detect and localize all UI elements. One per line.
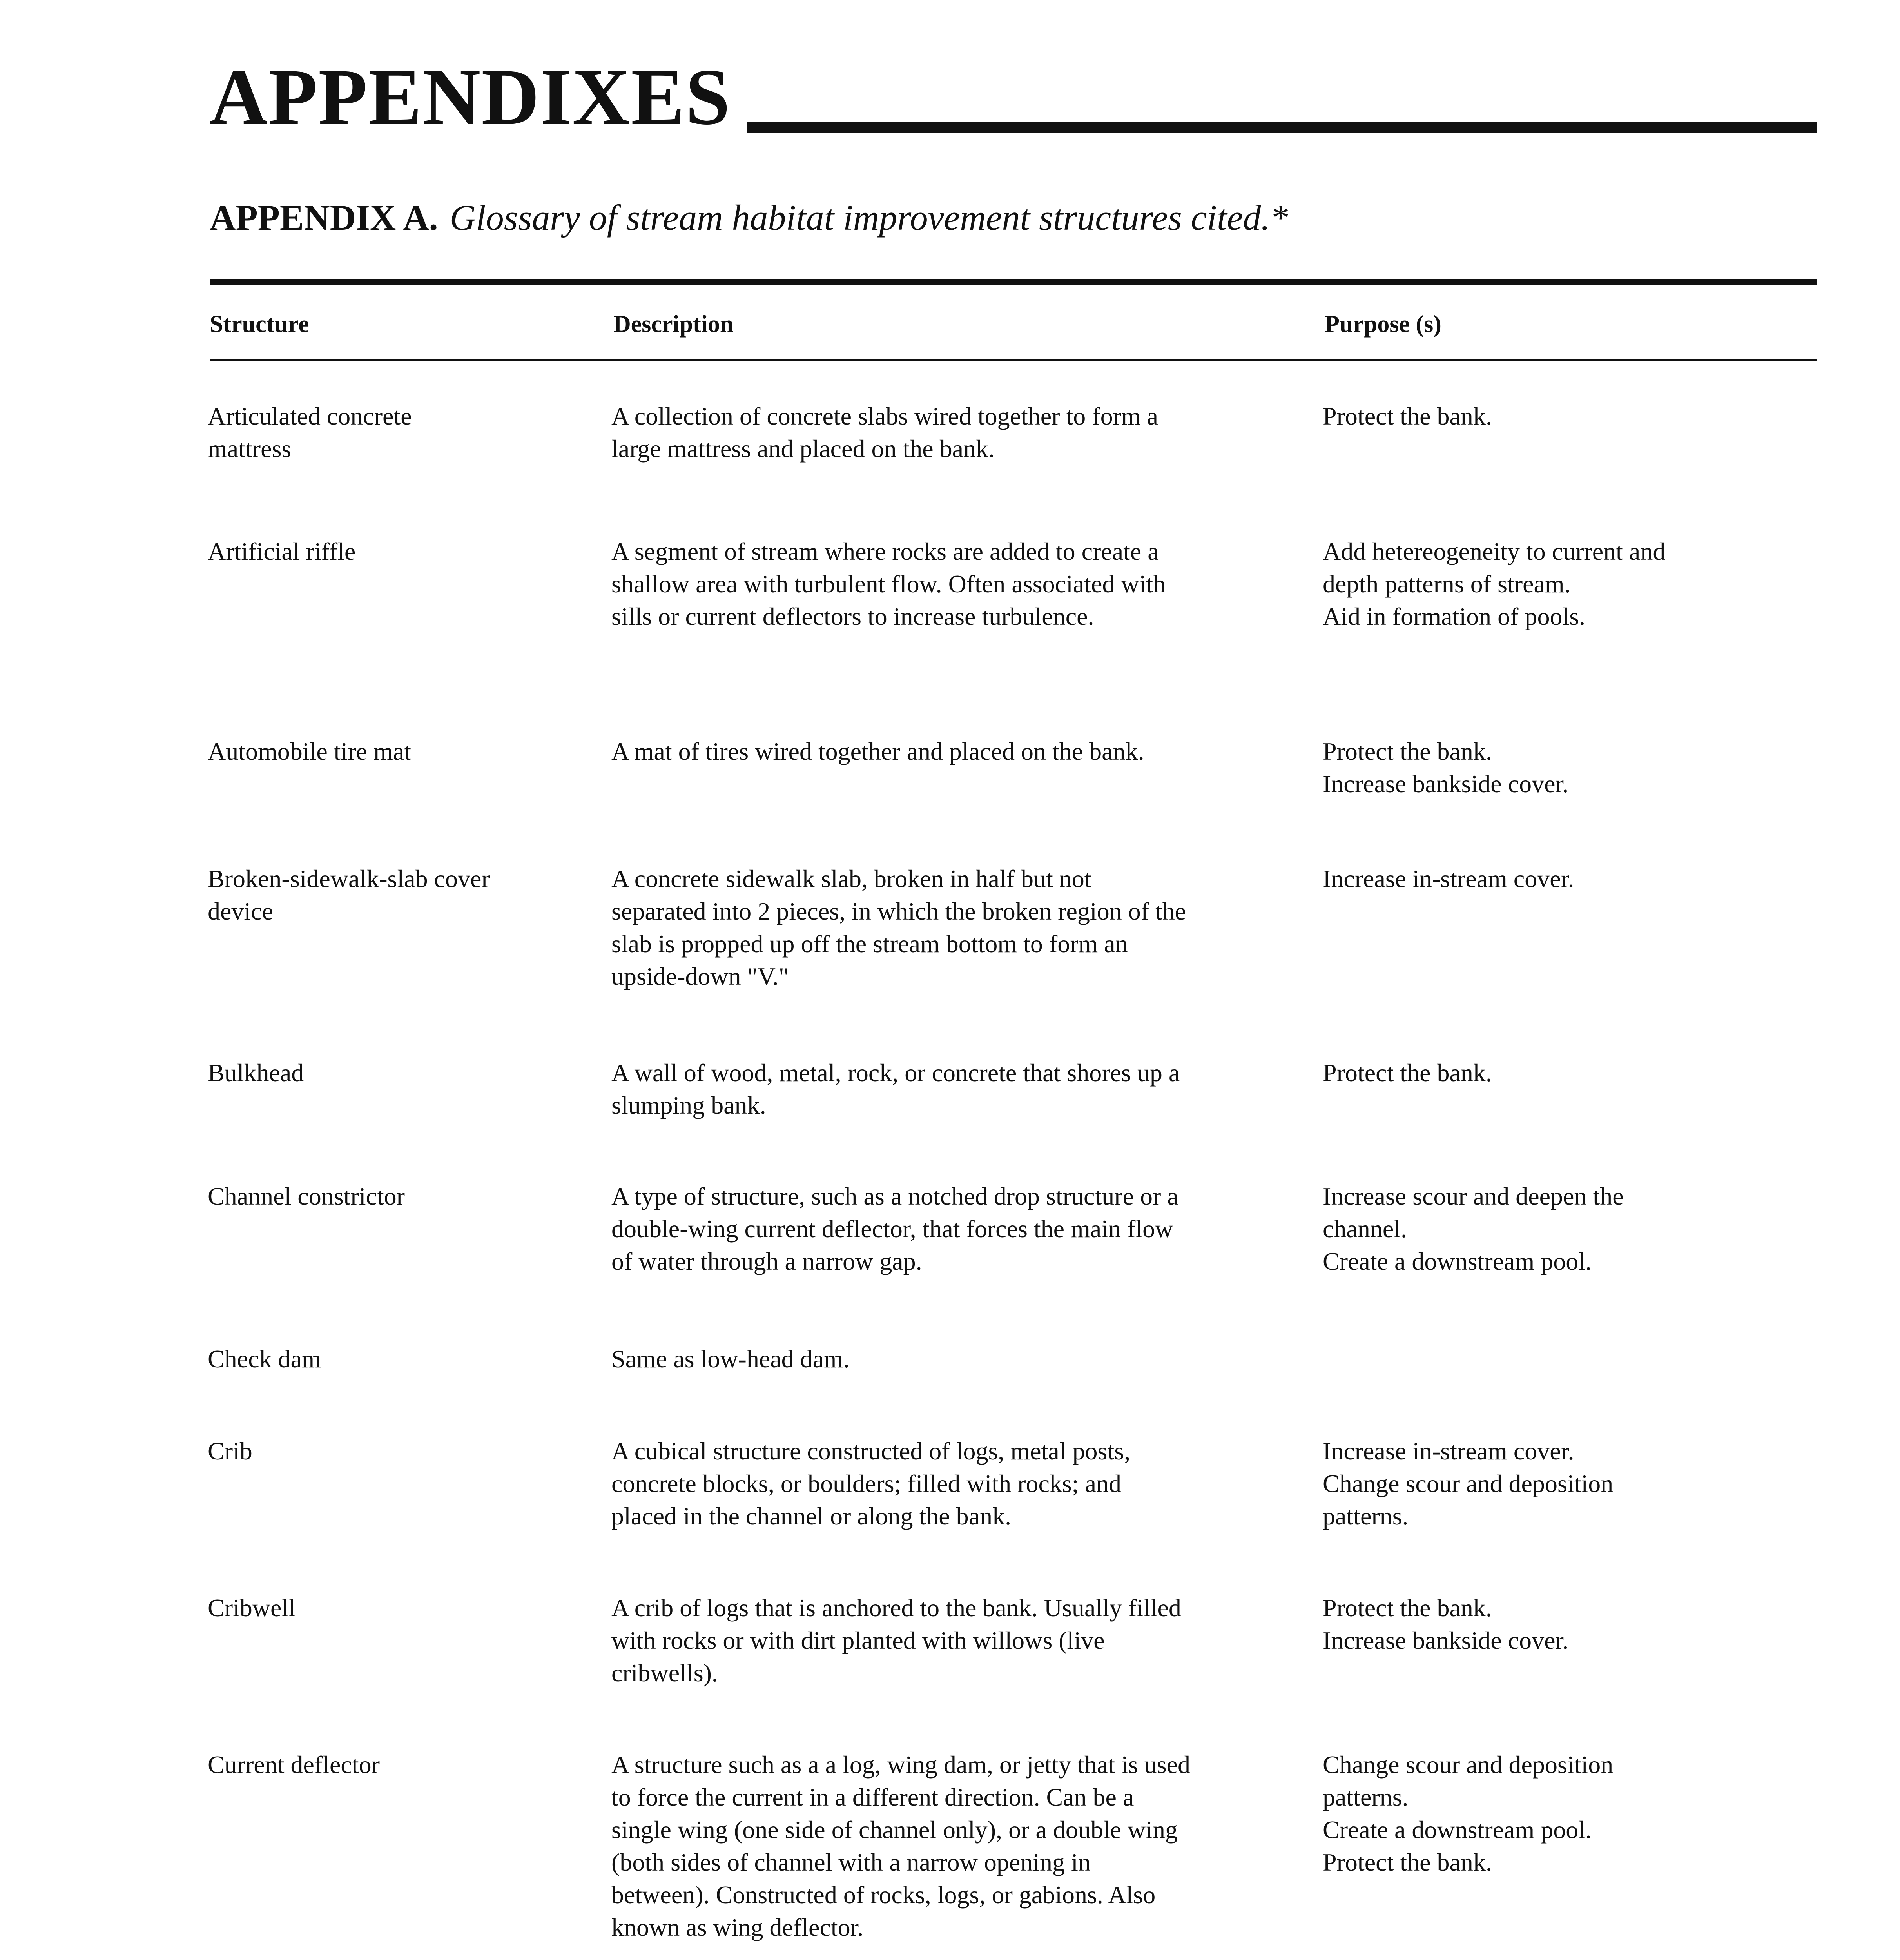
appendix-title-text: Glossary of stream habitat improvement structures cited.* <box>450 198 1288 238</box>
header-purpose: Purpose (s) <box>1325 311 1441 338</box>
appendix-label: APPENDIX A. <box>210 198 438 238</box>
description-cell: A mat of tires wired together and placed on the bank. <box>611 737 1144 765</box>
header-bottom-rule <box>210 359 1817 361</box>
description-cell: A collection of concrete slabs wired together to form a large mattress and placed on the bank. <box>611 402 1158 463</box>
heading-title: APPENDIXES <box>210 53 731 142</box>
structure-cell: Automobile tire mat <box>208 737 411 765</box>
purpose-cell: Increase in-stream cover. Change scour and deposition patterns. <box>1323 1437 1614 1530</box>
appendix-title <box>210 196 1817 239</box>
structure-cell: Cribwell <box>208 1594 296 1622</box>
structure-cell: Channel constrictor <box>208 1182 405 1210</box>
description-cell: A wall of wood, metal, rock, or concrete that shores up a slumping bank. <box>611 1059 1180 1119</box>
structure-cell: Articulated concrete mattress <box>208 402 412 463</box>
description-cell: A structure such as a a log, wing dam, or jetty that is used to force the current in a different direction. Can be a single wing (one side of channel only), or a double wing (both sides of channel with a narrow opening in between). Constructed of rocks, logs, or gabions. Also known as wing deflector. <box>611 1751 1191 1941</box>
purpose-cell: Protect the bank. <box>1323 402 1492 430</box>
structure-cell: Artificial riffle <box>208 537 356 565</box>
description-cell: A cubical structure constructed of logs, metal posts, concrete blocks, or boulders; filled with rocks; and placed in the channel or along the bank. <box>611 1437 1131 1530</box>
structure-cell: Check dam <box>208 1345 321 1373</box>
header-structure: Structure <box>210 311 309 338</box>
description-cell: A type of structure, such as a notched drop structure or a double-wing current deflector, that forces the main flow of water through a narrow gap. <box>611 1182 1178 1275</box>
purpose-cell: Change scour and deposition patterns. Create a downstream pool. Protect the bank. <box>1323 1751 1614 1876</box>
structure-cell: Crib <box>208 1437 252 1465</box>
structure-cell: Bulkhead <box>208 1059 304 1087</box>
structure-cell: Broken-sidewalk-slab cover device <box>208 865 490 925</box>
description-cell: A crib of logs that is anchored to the bank. Usually filled with rocks or with dirt planted with willows (live cribwells). <box>611 1594 1181 1687</box>
purpose-cell: Protect the bank. Increase bankside cover. <box>1323 737 1569 798</box>
header-description: Description <box>613 311 734 338</box>
table-top-rule <box>210 279 1817 285</box>
description-cell: A segment of stream where rocks are added to create a shallow area with turbulent flow. Often associated with sills or current deflectors to increase turbulence. <box>611 537 1166 630</box>
heading-rule <box>747 122 1817 133</box>
purpose-cell: Protect the bank. Increase bankside cover. <box>1323 1594 1569 1654</box>
purpose-cell: Increase in-stream cover. <box>1323 865 1574 893</box>
page-heading <box>210 51 1817 142</box>
structure-cell: Current deflector <box>208 1751 380 1779</box>
description-cell: A concrete sidewalk slab, broken in half but not separated into 2 pieces, in which the broken region of the slab is propped up off the stream bottom to form an upside-down "V." <box>611 865 1186 990</box>
description-cell: Same as low-head dam. <box>611 1345 850 1373</box>
purpose-cell: Protect the bank. <box>1323 1059 1492 1087</box>
purpose-cell: Add hetereogeneity to current and depth patterns of stream. Aid in formation of pools. <box>1323 537 1666 630</box>
purpose-cell: Increase scour and deepen the channel. Create a downstream pool. <box>1323 1182 1624 1275</box>
